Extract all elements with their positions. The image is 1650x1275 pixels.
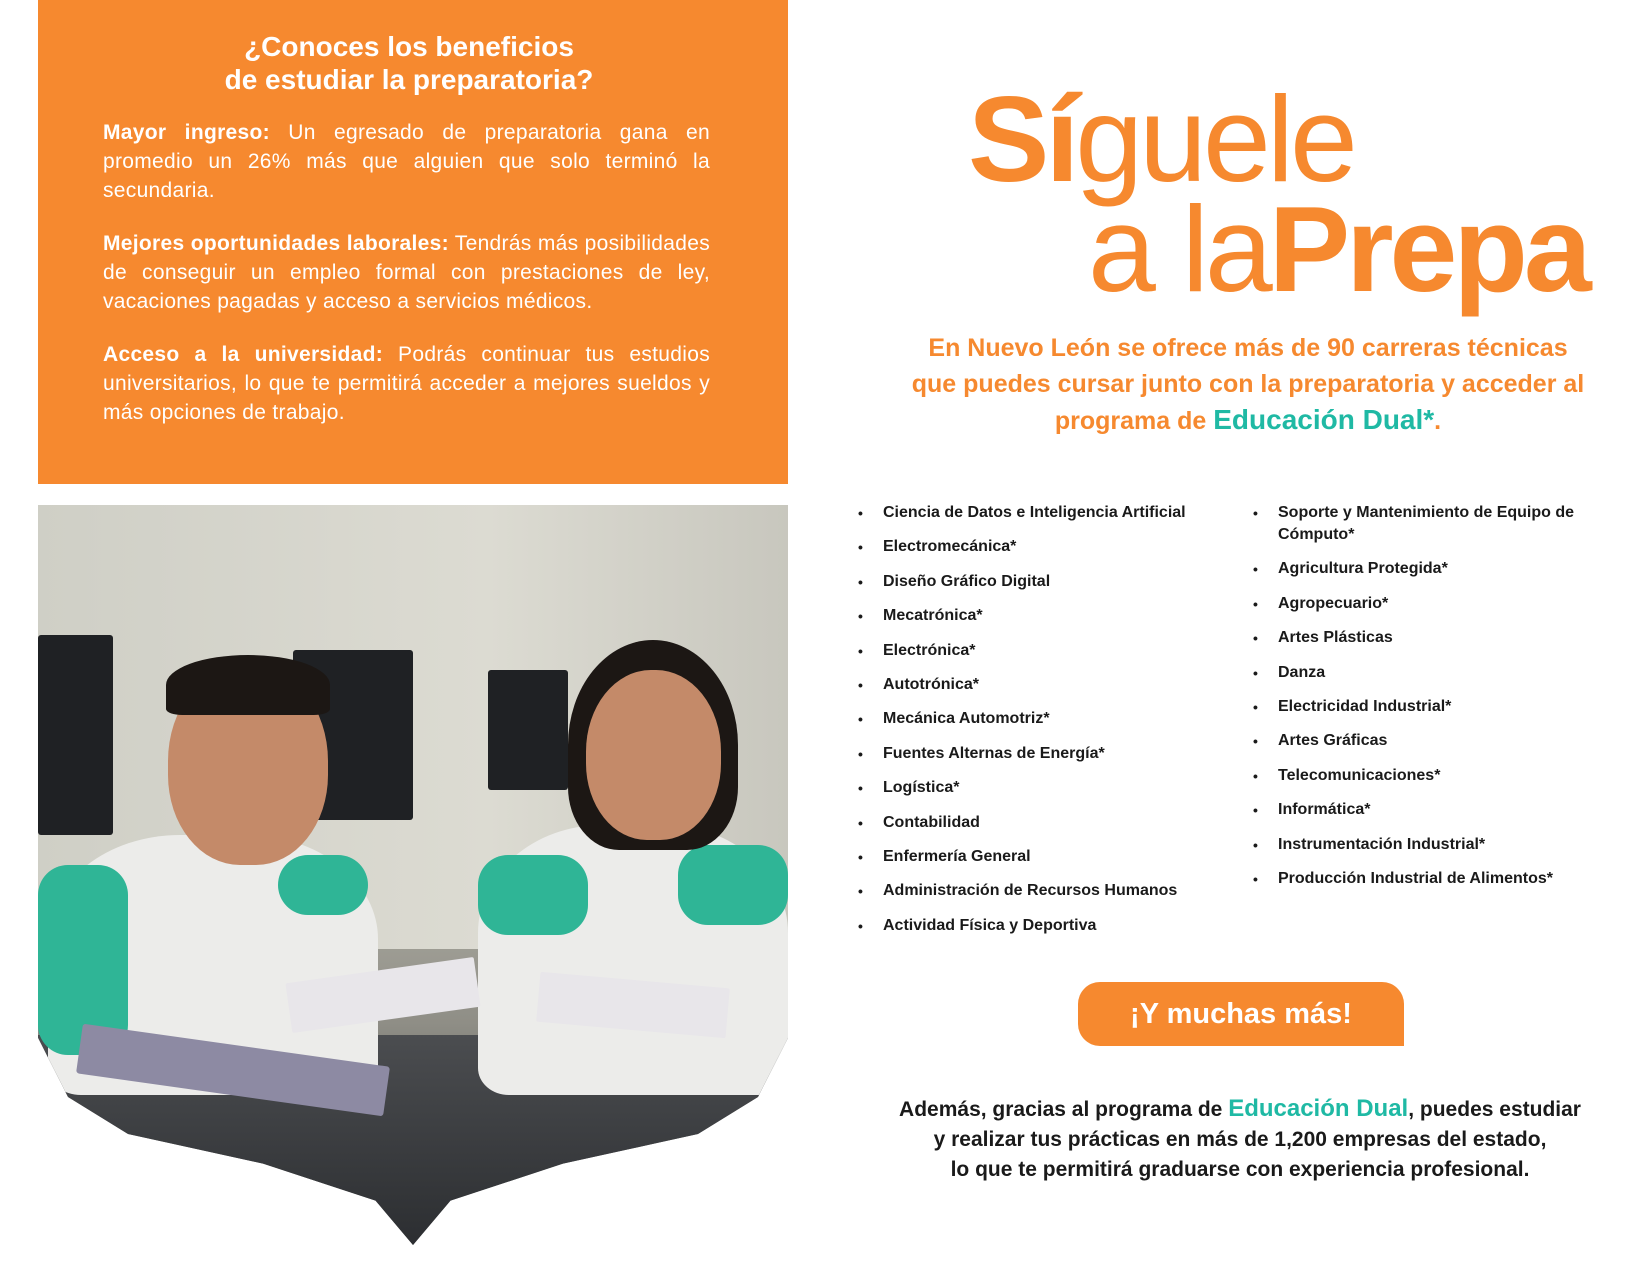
list-item: • Diseño Gráfico Digital — [855, 571, 1235, 593]
list-item: • Telecomunicaciones* — [1250, 765, 1620, 787]
list-item: • Electricidad Industrial* — [1250, 696, 1620, 718]
intro-highlight: Educación Dual* — [1213, 404, 1435, 435]
siguele-a-la-prepa-logo — [968, 71, 1588, 317]
benefit-text: Un egresado de preparatoria gana en promedio un 26% más que alguien que solo terminó la secundaria. — [103, 121, 711, 202]
list-item: • Actividad Física y Deportiva — [855, 915, 1235, 937]
photo-monitor — [38, 635, 113, 835]
logo-part1-light: guele — [1075, 71, 1354, 207]
benefit-title: Mejores oportunidades laborales: — [103, 232, 449, 255]
photo-student-boy-hair — [166, 655, 330, 715]
benefit-title: Mayor ingreso: — [103, 121, 270, 144]
benefits-heading — [103, 30, 710, 96]
logo-part2-bold: Prepa — [1268, 181, 1588, 317]
benefit-university — [103, 340, 710, 427]
benefit-jobs — [103, 229, 710, 316]
list-item: • Autotrónica* — [855, 674, 1235, 696]
list-item: • Mecatrónica* — [855, 605, 1235, 627]
list-item: • Agropecuario* — [1250, 593, 1620, 615]
list-item: • Logística* — [855, 777, 1235, 799]
list-item: • Mecánica Automotriz* — [855, 708, 1235, 730]
careers-list-right — [1250, 502, 1620, 902]
photo-jacket-stripe — [478, 855, 588, 935]
more-careers-button[interactable]: ¡Y muchas más! — [1078, 982, 1404, 1046]
intro-line3 — [868, 402, 1628, 439]
benefit-income — [103, 118, 710, 205]
closing-highlight: Educación Dual — [1228, 1095, 1409, 1122]
photo-monitor — [488, 670, 568, 790]
logo-line2 — [1088, 181, 1588, 317]
benefits-heading-line1: ¿Conoces los beneficios — [244, 31, 574, 62]
list-item: • Producción Industrial de Alimentos* — [1250, 868, 1620, 890]
closing-line1 — [860, 1094, 1620, 1125]
list-item: • Agricultura Protegida* — [1250, 558, 1620, 580]
closing-line1-post: , puedes estudiar — [1408, 1098, 1581, 1121]
list-item: • Artes Plásticas — [1250, 627, 1620, 649]
list-item: • Soporte y Mantenimiento de Equipo de Cómputo* — [1250, 502, 1620, 546]
logo-part1-bold: Sí — [968, 71, 1076, 207]
list-item: • Instrumentación Industrial* — [1250, 834, 1620, 856]
list-item: • Electromecánica* — [855, 536, 1235, 558]
benefit-text: Tendrás más posibilidades de conseguir un empleo formal con prestaciones de ley, vacaciones pagadas y acceso a servicios médicos. — [103, 232, 711, 313]
list-item: • Administración de Recursos Humanos — [855, 880, 1235, 902]
list-item: • Fuentes Alternas de Energía* — [855, 743, 1235, 765]
list-item: • Enfermería General — [855, 846, 1235, 868]
intro-text — [868, 330, 1628, 439]
benefit-title: Acceso a la universidad: — [103, 343, 384, 366]
benefits-panel — [38, 0, 788, 484]
logo-part2-light: a la — [1088, 181, 1269, 317]
list-item: • Ciencia de Datos e Inteligencia Artificial — [855, 502, 1235, 524]
students-photo — [38, 505, 788, 1245]
list-item: • Informática* — [1250, 799, 1620, 821]
photo-jacket-stripe — [278, 855, 368, 915]
list-item: • Contabilidad — [855, 812, 1235, 834]
closing-line2: y realizar tus prácticas en más de 1,200 empresas del estado, — [933, 1128, 1547, 1151]
photo-jacket-stripe — [678, 845, 788, 925]
intro-line1: En Nuevo León se ofrece más de 90 carreras técnicas — [928, 334, 1568, 362]
intro-line3-post: . — [1434, 407, 1442, 435]
photo-student-girl-face — [586, 670, 721, 840]
intro-line3-pre: programa de — [1054, 407, 1214, 435]
closing-line3: lo que te permitirá graduarse con experiencia profesional. — [950, 1158, 1530, 1181]
list-item: • Artes Gráficas — [1250, 730, 1620, 752]
careers-list-left — [855, 502, 1235, 949]
list-item: • Danza — [1250, 662, 1620, 684]
benefit-text: Podrás continuar tus estudios universitarios, lo que te permitirá acceder a mejores sueldos y más opciones de trabajo. — [103, 343, 711, 424]
closing-text — [860, 1094, 1620, 1185]
intro-line2: que puedes cursar junto con la preparatoria y acceder al — [911, 370, 1585, 398]
closing-pre: Además, gracias al programa de — [899, 1098, 1229, 1121]
list-item: • Electrónica* — [855, 640, 1235, 662]
benefits-heading-line2: de estudiar la preparatoria? — [224, 64, 594, 95]
